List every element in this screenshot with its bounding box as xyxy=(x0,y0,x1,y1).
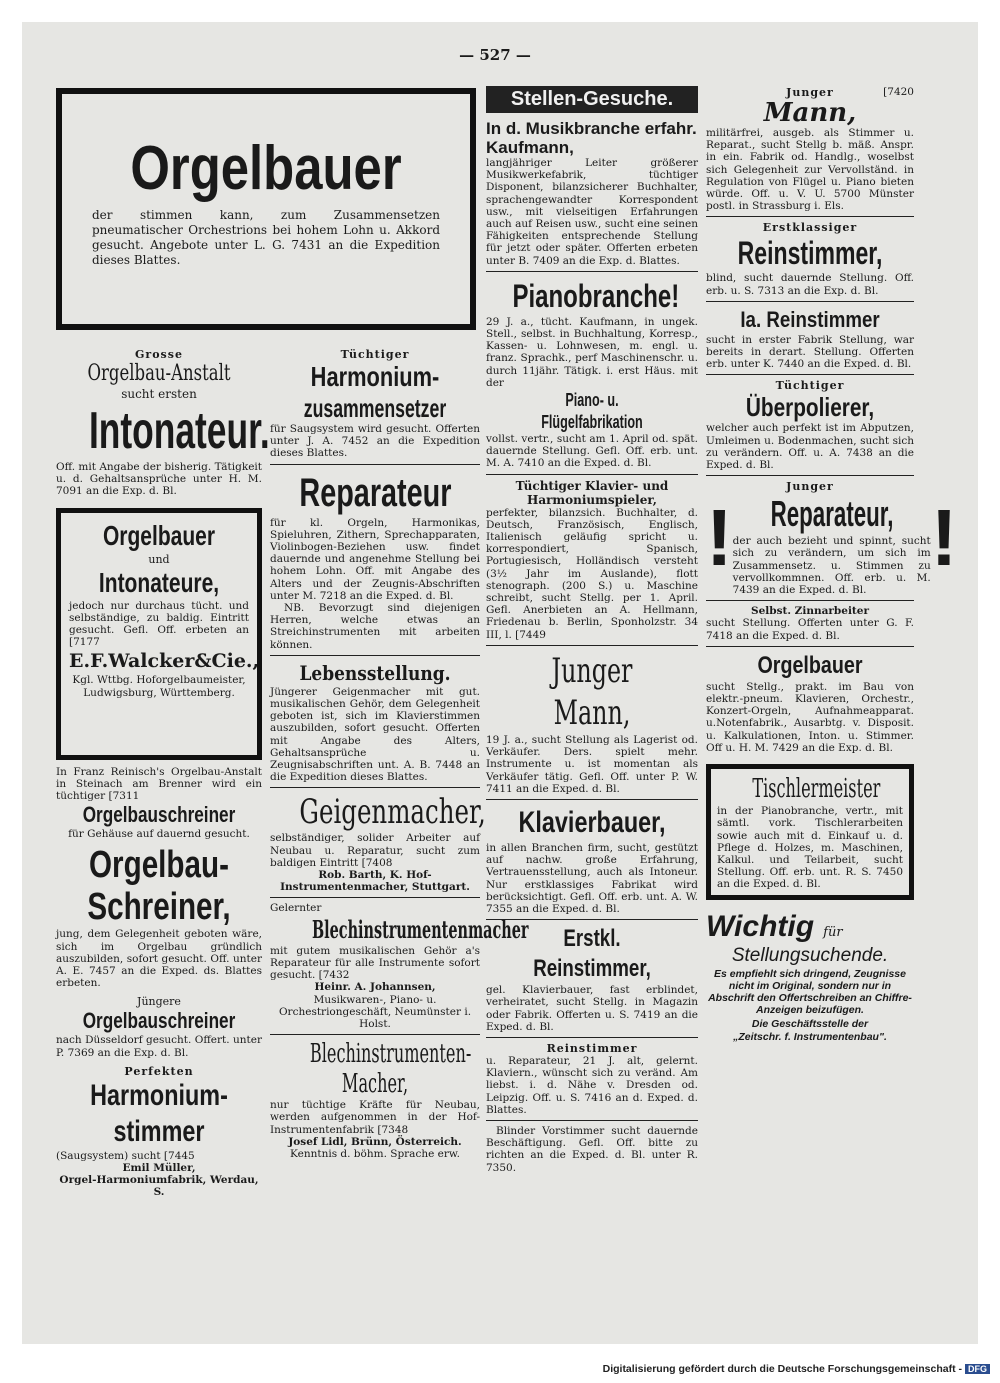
ad-title: Klavierbauer, xyxy=(518,805,666,839)
ad-juengere xyxy=(56,995,262,1058)
ad-title: Harmonium-stimmer xyxy=(90,1078,228,1148)
ad-line: Perfekten xyxy=(124,1064,194,1078)
divider xyxy=(270,464,480,465)
ad-text: jedoch nur durchaus tücht. und selbständige, zu baldig. Eintritt gesucht. Gefl. Off. erbeten an [7177 xyxy=(69,599,249,649)
page-number: — 527 — xyxy=(459,46,531,64)
ad-title: Orgelbauer xyxy=(102,519,216,551)
ad-text: Blinder Vorstimmer sucht dauernde Beschäftigung. Gefl. Off. bitte zu richten an die Exped. d. Bl. unter R. 7350. xyxy=(486,1124,698,1174)
divider xyxy=(706,646,914,647)
ad-text: sucht in erster Fabrik Stellung, war bereits in derart. Stellung. Offerten erb. unter K. 7440 an die Exped. d. Bl. xyxy=(706,333,914,371)
footer-credit xyxy=(603,1363,990,1375)
orgelbauer-box xyxy=(56,88,476,330)
divider xyxy=(270,655,480,656)
ad-reinstimmer xyxy=(486,1042,698,1116)
ad-text: blind, sucht dauernde Stellung. Off. erb. u. S. 7313 an die Exp. d. Bl. xyxy=(706,272,914,297)
divider xyxy=(486,1120,698,1121)
dfg-logo: DFG xyxy=(965,1364,990,1374)
ad-blechinstr-2 xyxy=(270,1039,480,1160)
divider xyxy=(486,799,698,800)
ad-subtitle: Stellungsuchende. xyxy=(731,944,889,966)
divider xyxy=(706,374,914,375)
divider xyxy=(486,919,698,920)
ad-text: sucht Stellung. Offerten unter G. F. 7418 an die Exped. d. Bl. xyxy=(706,617,914,642)
ad-title: zusammensetzer xyxy=(303,393,447,423)
ad-title: Reinstimmer, xyxy=(737,235,883,272)
column-3 xyxy=(486,86,698,1178)
ad-geigenmacher xyxy=(270,792,486,894)
ad-text: mit gutem musikalischen Gehör a's Reparateur für alle Instrumente sofort gesucht. [7432 xyxy=(270,944,480,982)
ad-name: Heinr. A. Johannsen, xyxy=(314,981,436,994)
ad-title: Reparateur xyxy=(299,470,452,515)
ad-erstkl xyxy=(486,924,698,1033)
ad-title: Tüchtiger Klavier- und Harmoniumspieler, xyxy=(515,478,669,507)
ad-title: Selbst. Zinnarbeiter xyxy=(751,605,869,618)
ad-title: Harmonium- xyxy=(310,361,440,392)
ad-title: Reinstimmer xyxy=(546,1041,638,1055)
ad-firm: Musikwaren-, Piano- u. Orchestriongeschäft, Neumünster i. Holst. xyxy=(278,993,472,1030)
ad-text: langjähriger Leiter größerer Musikwerkefabrik, tüchtiger Disponent, bilanzsicherer Buchhalter, sprachengewandter Korrespondent usw., mit vielseitigen Erfahrungen auch auf Reisen usw., sucht eine seinen Fähigkeiten entsprechende Stellung für jetzt oder später. Offerten erbeten unter B. 7409 an die Exp. d. Blattes. xyxy=(486,157,698,267)
divider xyxy=(486,474,698,475)
ad-title: Intonateure, xyxy=(98,566,220,598)
ad-line: Junger xyxy=(786,480,834,494)
ad-text: Es empfiehlt sich dringend, Zeugnisse nicht im Original, sondern nur in Abschrift den Offertschreiben an Chiffre-Anzeigen beizufügen. xyxy=(708,967,912,1017)
footer-text: Digitalisierung gefördert durch die Deutsche Forschungsgemeinschaft - xyxy=(602,1363,962,1375)
ad-line: Tüchtiger xyxy=(775,379,845,393)
ad-title: Pianobranche! xyxy=(512,277,680,314)
ad-ueberpolierer xyxy=(706,379,914,471)
ad-address: Kgl. Wttbg. Hoforgelbaumeister, Ludwigsburg, Württemberg. xyxy=(72,674,246,699)
column-2 xyxy=(270,348,529,1164)
ad-title: Macher, xyxy=(341,1069,409,1100)
ad-sign: Die Geschäftsstelle der xyxy=(751,1018,869,1031)
ad-line: Erstklassiger xyxy=(762,221,858,235)
ad-title: Blechinstrumentenmacher xyxy=(312,914,529,944)
ad-title: In d. Musikbranche erfahr. Kaufmann, xyxy=(486,119,697,157)
ad-harmoniumstimmer xyxy=(56,1065,262,1199)
ad-title: Orgelbauschreiner xyxy=(82,1008,236,1034)
ad-reinisch xyxy=(56,766,262,841)
divider xyxy=(706,475,914,476)
ad-junger xyxy=(706,86,914,212)
ad-klavierbauer xyxy=(486,804,698,915)
ad-reparateur xyxy=(270,469,480,651)
ad-title: Geigenmacher, xyxy=(299,792,486,833)
divider xyxy=(486,1037,698,1038)
ad-line: sucht ersten xyxy=(121,387,197,401)
exclamation-icon: ! xyxy=(930,493,958,583)
ad-klavierspieler xyxy=(486,479,698,641)
ad-title: Lebensstellung. xyxy=(299,660,451,685)
ad-text: selbständiger, solider Arbeiter auf Neubau u. Reparatur, sucht zum baldigen Eintritt [7408 xyxy=(270,832,480,869)
ad-ia-reinstimmer xyxy=(706,306,914,371)
divider xyxy=(706,301,914,302)
firm-name: E.F.Walcker&Cie., xyxy=(69,650,260,673)
ad-musikbranche xyxy=(486,119,698,267)
ad-line: für Gehäuse auf dauernd gesucht. xyxy=(68,828,250,841)
divider xyxy=(270,1034,480,1035)
ad-pianobranche xyxy=(486,276,698,470)
ad-line: für xyxy=(823,924,843,940)
ad-blechinstr-1 xyxy=(270,902,529,1030)
ad-tail: Kenntnis d. böhm. Sprache erw. xyxy=(290,1147,460,1160)
ad-name: Josef Lidl, Brünn, Österreich. xyxy=(288,1135,462,1148)
ad-text: welcher auch perfekt ist im Abputzen, Umleimen u. Bodenmachen, sucht sich zu verändern. Off. u. A. 7438 an die Exped. d. Bl. xyxy=(706,422,914,472)
ad-harmonium xyxy=(270,348,480,460)
column-1 xyxy=(56,348,270,1203)
ad-line: und xyxy=(148,552,170,566)
ad-title: Reparateur, xyxy=(770,493,894,535)
ad-lebensstellung xyxy=(270,660,480,784)
ad-vorstimmer xyxy=(486,1125,698,1174)
section-header: Stellen-Gesuche. xyxy=(486,86,698,113)
ad-text: sucht Stellg., prakt. im Bau von elektr.-pneum. Klavieren, Orchestr., Konzert-Orgeln, Aufnahmeapparat. u.Notenfabrik., Ausarbtg. v. Disposit. u. Kalkulationen, Inton. u. Stimmer. Off u. H. M. 7429 an die Exp. d. Bl. xyxy=(706,680,914,754)
ad-title: Orgelbauer xyxy=(130,134,402,203)
ad-text: nach Düsseldorf gesucht. Offert. unter P. 7369 an die Exp. d. Bl. xyxy=(56,1034,262,1059)
column-4 xyxy=(706,86,958,1047)
ad-line: Gelernter xyxy=(270,902,322,915)
divider xyxy=(706,600,914,601)
ad-title: Wichtig xyxy=(706,909,815,943)
ad-name: Rob. Barth, K. Hof-Instrumentenmacher, Stuttgart. xyxy=(280,869,470,894)
ad-text: (Saugsystem) sucht [7445 xyxy=(56,1149,195,1162)
ad-text: 29 J. a., tücht. Kaufmann, in ungek. Stell., selbst. in Buchhaltung, Korresp., Kassen- u. Lohnwesen, m. engl. u. franz. Sprachk., perf Maschinenschr. u. durch 11jähr. Tätigk. i. erst Häus. mit der xyxy=(486,315,698,389)
ad-firm: Orgel-Harmoniumfabrik, Werdau, S. xyxy=(59,1174,259,1199)
ad-text: Off. mit Angabe der bisherig. Tätigkeit u. d. Gehaltsansprüche unter H. M. 7091 an die Exp. d. Bl. xyxy=(56,461,262,498)
ad-text: nur tüchtige Kräfte für Neubau, werden aufgenommen in der Hof-Instrumentenfabrik [7348 xyxy=(270,1099,480,1136)
ad-title: Junger Mann, xyxy=(551,650,633,733)
ad-text: in der Pianobranche, vertr., mit sämtl. vork. Tischlerarbeiten sowie auch mit d. Einkauf u. d. Pflege d. Holzes, m. Maschinen, Kalkul. und Teilarbeit, sucht Stellung. Off. erb. unt. R. S. 7450 an die Exped. d. Bl. xyxy=(717,805,903,891)
ad-line: Junger xyxy=(786,86,834,99)
ad-title: Erstkl. Reinstimmer, xyxy=(533,925,651,983)
ad-schreiner xyxy=(56,844,262,989)
ad-title: Ia. Reinstimmer xyxy=(740,306,880,332)
ad-text: der stimmen kann, zum Zusammensetzen pneumatischer Orchestrions bei hohem Lohn u. Akkord gesucht. Angebote unter L. G. 7431 an die Expedition dieses Blattes. xyxy=(92,208,440,267)
ad-title: Tischlermeister xyxy=(752,774,881,805)
ad-title: Intonateur. xyxy=(88,402,270,460)
ad-title: Blechinstrumenten- xyxy=(309,1039,472,1070)
ad-text: In Franz Reinisch's Orgelbau-Anstalt in Steinach am Brenner wird ein tüchtiger [7311 xyxy=(56,765,262,803)
ad-tischlermeister xyxy=(706,764,914,899)
ad-line: Jüngere xyxy=(137,995,181,1009)
ad-text: militärfrei, ausgeb. als Stimmer u. Reparat., sucht Stellg b. mäß. Anspr. in ein. Fabrik od. Handlg., woselbst sich Gelegenheit zur Vervollständ. in Regulation von Flügel u. Piano bieten würde. Off. u. V. U. 5700 Münster postl. in Strassburg i. Els. xyxy=(706,127,914,213)
ad-subtitle: Piano- u. Flügelfabrikation xyxy=(541,390,643,433)
ad-text: Jüngerer Geigenmacher mit gut. musikalischen Gehör, dem Gelegenheit geboten ist, sich im Klavierstimmen auszubilden, sofort gesucht. Offerten mit Angabe des Alters, Gehaltsansprüche u. Zeugnisabschriften unt. A. B. 7448 an die Expedition dieses Blattes. xyxy=(270,685,480,784)
ad-sign: „Zeitschr. f. Instrumentenbau". xyxy=(733,1030,887,1043)
divider xyxy=(486,271,698,272)
ad-title: Orgelbauer xyxy=(757,651,863,679)
ad-intonateur xyxy=(56,348,270,498)
divider xyxy=(486,645,698,646)
divider xyxy=(706,216,914,217)
ad-zinnarbeiter xyxy=(706,605,914,642)
ad-reparateur-4 xyxy=(706,480,958,597)
ad-title: Überpolierer, xyxy=(745,392,875,423)
ad-text: vollst. vertr., sucht am 1. April od. spät. dauernde Stellung. Gefl. Off. erb. unt. M. A. 7410 an die Exped. d. Bl. xyxy=(486,433,698,470)
ad-orgelbauer-4 xyxy=(706,651,914,754)
exclamation-icon: ! xyxy=(706,493,733,583)
ad-text: der auch bezieht und spinnt, sucht sich zu verändern, um sich im Zusammensetz. u. Stimmen zu vervollkommnen. Off. erb. u. M. 7439 an die Exped. d. Bl. xyxy=(732,535,931,597)
ad-code: [7420 xyxy=(883,86,914,98)
ad-title: Mann, xyxy=(763,98,857,128)
ad-line: Orgelbau-Anstalt xyxy=(87,361,231,386)
ad-text: für kl. Orgeln, Harmonikas, Spieluhren, Zithern, Sprechapparaten, Violinbogen-Beziehen usw. findet dauernde und angenehme Stellung bei hohem Lohn. Off. mit Angabe des Alters und der Zeugnis-Abschriften unter M. 7218 an die Exped. d. Bl. xyxy=(270,516,480,602)
ad-junger-mann xyxy=(486,650,698,795)
ad-line: Grosse xyxy=(135,348,183,361)
ad-walcker xyxy=(56,508,262,760)
ad-text: für Saugsystem wird gesucht. Offerten unter J. A. 7452 an die Expedition dieses Blattes. xyxy=(270,423,480,460)
divider xyxy=(270,787,480,788)
ad-note: NB. Bevorzugt sind diejenigen Herren, welche etwas an Streichinstrumenten mit arbeiten können. xyxy=(270,602,480,651)
ad-title: Orgelbau-Schreiner, xyxy=(87,844,231,929)
divider xyxy=(270,897,480,898)
ad-name: Emil Müller, xyxy=(122,1162,196,1175)
ad-text: perfekter, bilanzsich. Buchhalter, d. Deutsch, Französisch, Englisch, Italienisch geläufig spricht u. korrespondiert, Spanisch, Portugiesisch, Holländisch versteht (3½ Jahr im Auslande), flott stenograph. (200 S.) u. Maschine schreibt, sucht Stellg. per 1. April. Gefl. Anerbieten an A. Hellmann, Friedenau b. Berlin, Sponholzstr. 34 III, l. [7449 xyxy=(486,506,698,641)
ad-text: jung, dem Gelegenheit geboten wäre, sich im Orgelbau gründlich auszubilden, sofort gesucht. Off. unter A. E. 7457 an die Exped. ds. Blattes erbeten. xyxy=(56,928,262,990)
ad-text: u. Reparateur, 21 J. alt, gelernt. Klaviern., wünscht sich zu veränd. Am liebst. i. d. Nähe v. Dresden od. Leipzig. Off. u. S. 7416 an d. Exped. d. Blattes. xyxy=(486,1054,698,1116)
ad-text: in allen Branchen firm, sucht, gestützt auf nachw. große Erfahrung, Vertrauensstellung, auch als Intoneur. Nur erstklassiges Fabrikat wird berücksichtigt. Gefl. Off. erb. unt. A. W. 7355 an die Exped. d. Bl. xyxy=(486,841,698,915)
ad-wichtig xyxy=(706,910,914,1043)
ad-erstklassiger xyxy=(706,221,914,296)
ad-text: 19 J. a., sucht Stellung als Lagerist od. Verkäufer. Ders. spielt mehr. Instrumente u. ist momentan als Verkäufer tätig. Gefl. Off. unter P. W. 7411 an die Exped. d. Bl. xyxy=(486,733,698,795)
ad-title: Orgelbauschreiner xyxy=(82,802,236,828)
ad-text: gel. Klavierbauer, fast erblindet, verheiratet, sucht Stellg. in Magazin oder Fabrik. Offerten u. S. 7419 an die Exped. d. Bl. xyxy=(486,984,698,1033)
ad-line: Tüchtiger xyxy=(340,348,410,361)
